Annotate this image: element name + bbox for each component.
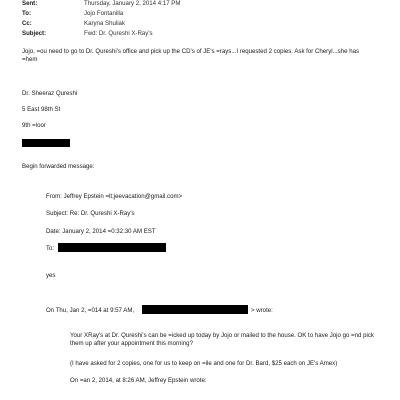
to-value: Jojo Fontanilla (84, 10, 124, 17)
quoted-note: (I have asked for 2 copies, one for us to keep on =ile and one for Dr. Bard, $25 each on JE's Amex) (70, 360, 338, 367)
address-floor: 9th =loor (22, 122, 46, 129)
cc-value: Karyna Shuliak (84, 20, 125, 27)
header-cc-row (22, 20, 125, 28)
begin-forwarded: Begin forwarded message: (22, 163, 95, 170)
redaction-bar (58, 243, 166, 252)
sent-value: Thursday, January 2, 2014 4:17 PM (84, 0, 181, 7)
address-name: Dr. Sheeraz Qureshi (22, 90, 78, 97)
forwarded-from: From: Jeffrey Epstein =lt;jeevacation@gmail.com> (46, 193, 183, 200)
quoted-message: Your XRay's at Dr. Qureshi's can be =icked up today by Jojo or mailed to the house. OK to have Jojo go =nd pick them up after your appointment this morning? (70, 332, 374, 347)
subject-label: Subject: (22, 30, 47, 37)
intro-paragraph: Jojo, =ou need to go to Dr. Qureshi's office and pick up the CD's of JE's =rays...I requested 2 copies. Ask for Cheryl...she has =hem (22, 48, 360, 63)
quoted-on-line-2: On =an 2, 2014, at 8:26 AM, Jeffrey Epstein wrote: (70, 377, 207, 384)
forwarded-subject: Subject: Re: Dr. Qureshi X-Ray's (46, 210, 135, 217)
forwarded-to-label: To: (46, 245, 55, 252)
header-to-row (22, 10, 123, 18)
redaction-bar (22, 139, 70, 147)
header-sent-row (22, 0, 180, 8)
cc-label: Cc: (22, 20, 32, 27)
address-street: 5 East 98th St (22, 106, 61, 113)
sent-label: Sent: (22, 0, 38, 7)
header-subject-row (22, 30, 153, 38)
quoted-on-line-prefix: On Thu, Jan 2, =014 at 9:57 AM, (46, 307, 135, 314)
to-label: To: (22, 10, 32, 17)
forwarded-reply: yes (46, 272, 56, 279)
quoted-on-line-suffix: > wrote: (251, 307, 273, 314)
subject-value: Fwd: Dr. Qureshi X-Ray's (84, 30, 153, 37)
redaction-bar (142, 305, 248, 314)
forwarded-date: Date: January 2, 2014 =0:32:30 AM EST (46, 228, 156, 235)
